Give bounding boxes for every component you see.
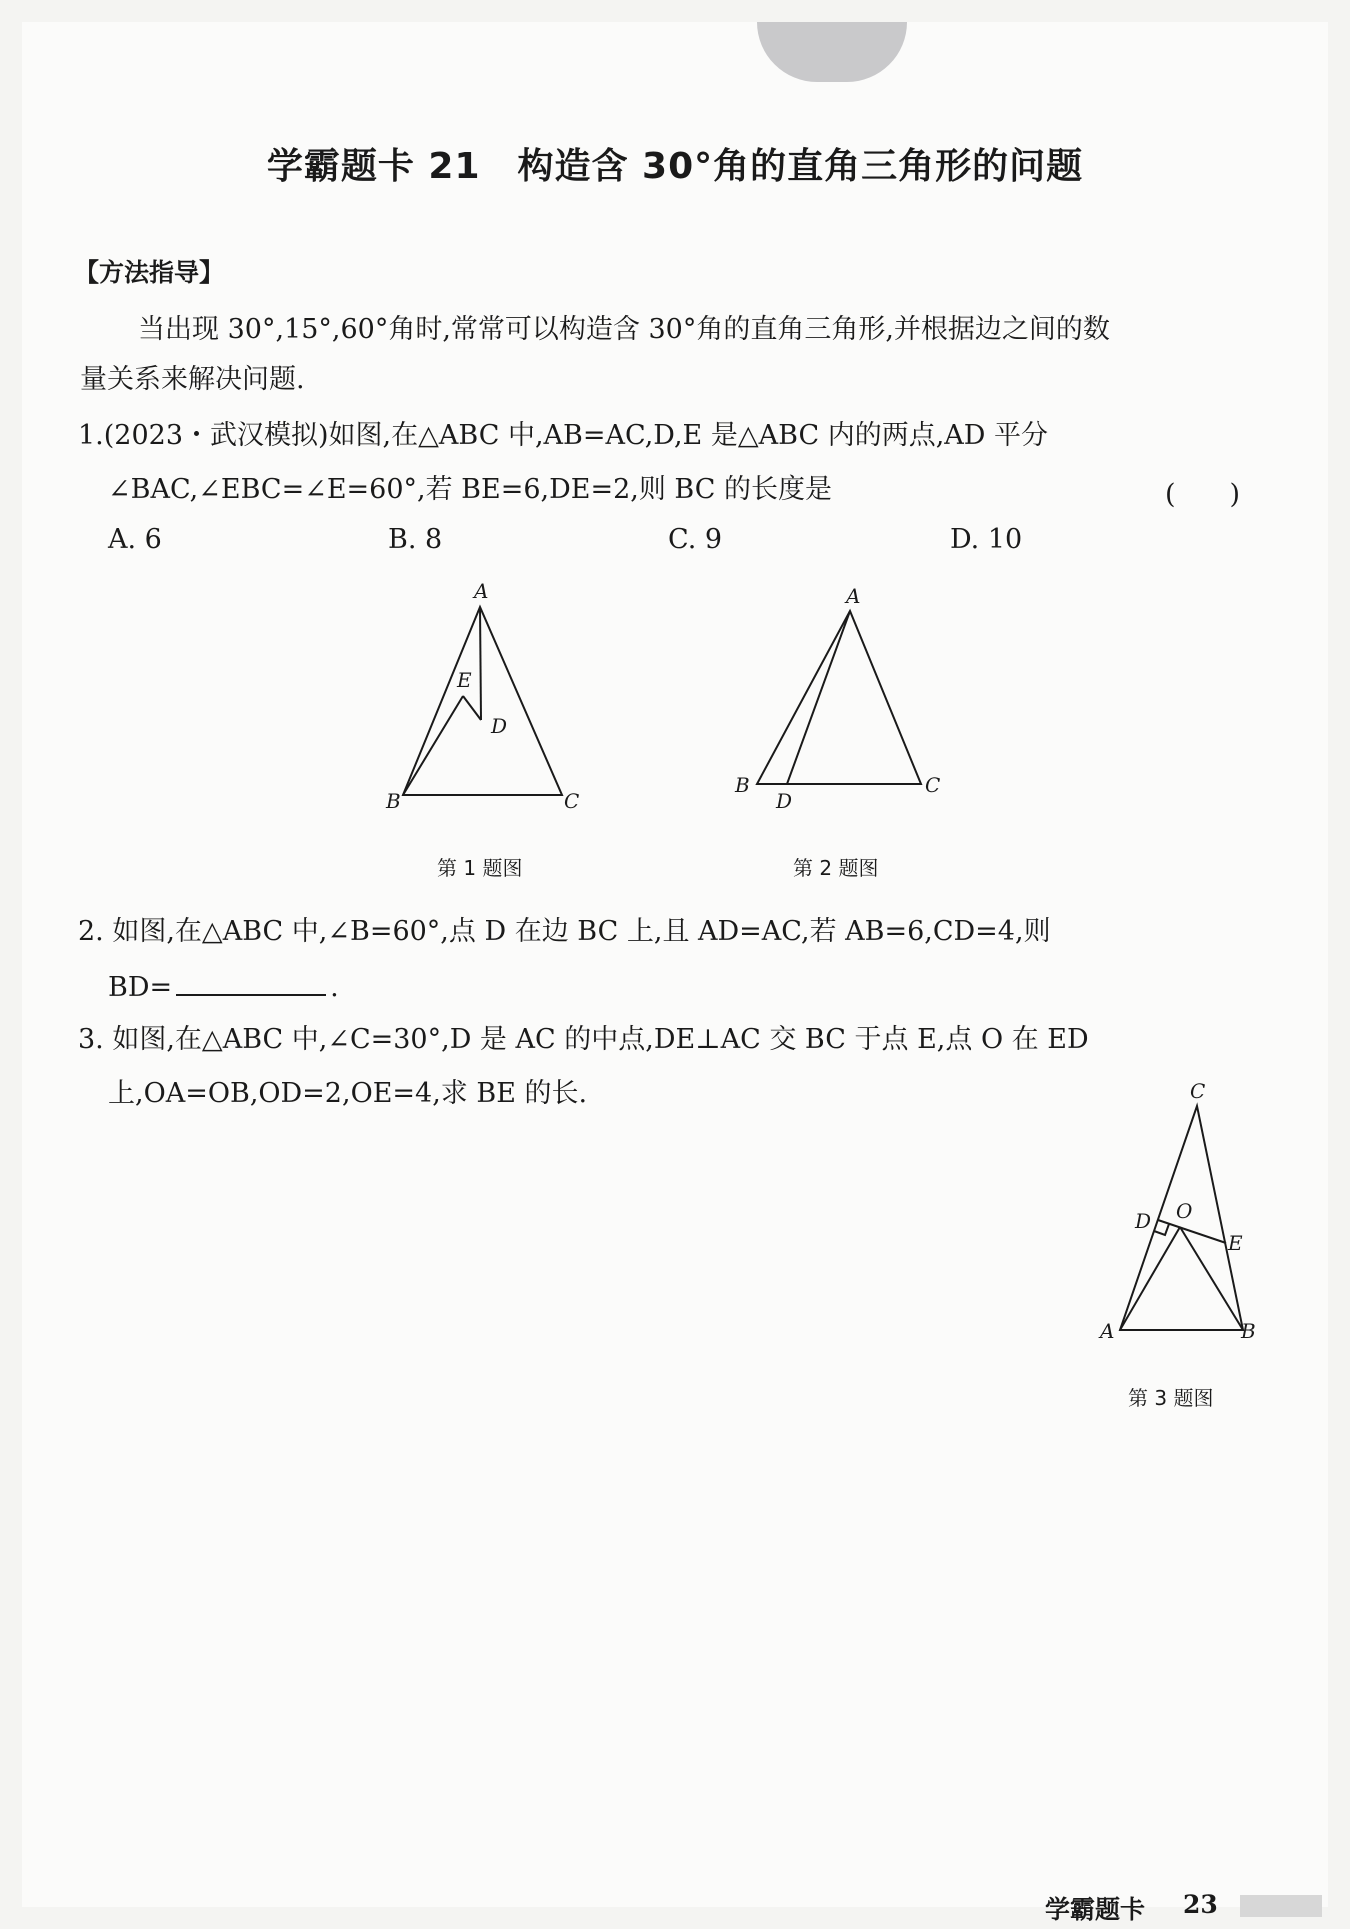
q2-line-1: 2. 如图,在△ABC 中,∠B=60°,点 D 在边 BC 上,且 AD=AC,若 AB=6,CD=4,则 bbox=[78, 916, 1051, 947]
q1-line-1: 1.(2023・武汉模拟)如图,在△ABC 中,AB=AC,D,E 是△ABC 内的两点,AD 平分 bbox=[78, 420, 1049, 451]
fig2-label-a: A bbox=[846, 584, 861, 608]
method-heading: 【方法指导】 bbox=[74, 258, 225, 287]
q2-bd-label: BD= bbox=[108, 972, 173, 1003]
top-tab-decoration bbox=[757, 22, 907, 82]
q1-option-d: D. 10 bbox=[950, 524, 1023, 555]
fig2-label-b: B bbox=[735, 773, 750, 797]
fig3-label-e: E bbox=[1228, 1231, 1243, 1255]
fig3-label-o: O bbox=[1176, 1199, 1193, 1223]
fig3-label-d: D bbox=[1135, 1209, 1152, 1233]
footer-label: 学霸题卡 bbox=[1045, 1895, 1146, 1924]
q1-line-2: ∠BAC,∠EBC=∠E=60°,若 BE=6,DE=2,则 BC 的长度是 bbox=[108, 474, 833, 505]
fig2-caption: 第 2 题图 bbox=[793, 856, 879, 880]
fig1-label-d: D bbox=[491, 714, 508, 738]
fig3-label-b: B bbox=[1241, 1319, 1256, 1343]
fig1-label-c: C bbox=[564, 789, 580, 813]
fig1-label-e: E bbox=[457, 668, 472, 692]
method-line-2: 量关系来解决问题. bbox=[80, 364, 305, 395]
footer-bar-decoration bbox=[1240, 1895, 1322, 1917]
fig2-label-d: D bbox=[776, 789, 793, 813]
q2-answer-blank[interactable] bbox=[176, 968, 326, 996]
fig1-caption: 第 1 题图 bbox=[437, 856, 523, 880]
fig1-label-b: B bbox=[386, 789, 401, 813]
q1-option-a: A. 6 bbox=[108, 524, 162, 555]
q2-line-2 bbox=[108, 968, 339, 1006]
page-number: 23 bbox=[1183, 1890, 1218, 1919]
fig1-label-a: A bbox=[474, 579, 489, 603]
fig3-caption: 第 3 题图 bbox=[1128, 1386, 1214, 1410]
q1-answer-paren: ( ) bbox=[1165, 479, 1241, 510]
q3-line-2: 上,OA=OB,OD=2,OE=4,求 BE 的长. bbox=[108, 1078, 588, 1109]
q2-period: . bbox=[330, 972, 339, 1003]
fig3-label-a: A bbox=[1100, 1319, 1115, 1343]
fig3-label-c: C bbox=[1190, 1079, 1206, 1103]
page bbox=[22, 22, 1328, 1907]
q1-option-b: B. 8 bbox=[388, 524, 443, 555]
q3-line-1: 3. 如图,在△ABC 中,∠C=30°,D 是 AC 的中点,DE⊥AC 交 BC 于点 E,点 O 在 ED bbox=[78, 1024, 1089, 1055]
fig2-label-c: C bbox=[925, 773, 941, 797]
page-title: 学霸题卡 21 构造含 30°角的直角三角形的问题 bbox=[266, 146, 1084, 187]
method-line-1: 当出现 30°,15°,60°角时,常常可以构造含 30°角的直角三角形,并根据边之间的数 bbox=[138, 314, 1110, 345]
q1-option-c: C. 9 bbox=[668, 524, 723, 555]
